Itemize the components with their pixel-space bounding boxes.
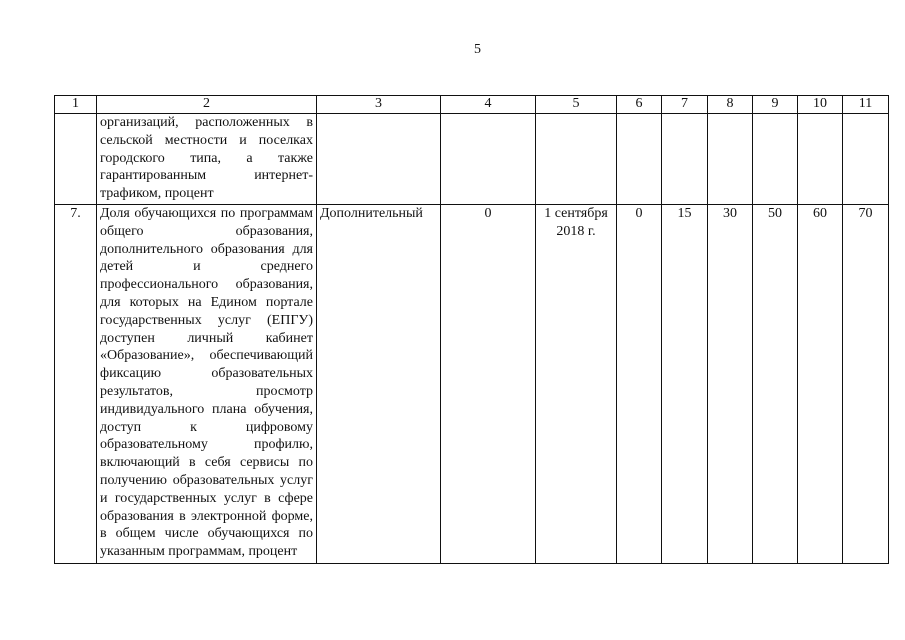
base-value: 0 <box>441 205 536 564</box>
table-row-7 <box>55 205 889 564</box>
value-cell: 50 <box>753 205 798 564</box>
row-number-cell <box>55 114 97 205</box>
value-cell: 30 <box>708 205 753 564</box>
value-cell <box>662 114 708 205</box>
value-cell: 60 <box>798 205 843 564</box>
value-cell <box>708 114 753 205</box>
column-header: 8 <box>708 96 753 114</box>
column-header: 10 <box>798 96 843 114</box>
value-cell: 0 <box>617 205 662 564</box>
column-header: 2 <box>97 96 317 114</box>
column-header: 6 <box>617 96 662 114</box>
value-cell <box>798 114 843 205</box>
value-cell <box>753 114 798 205</box>
column-header: 11 <box>843 96 889 114</box>
column-header: 4 <box>441 96 536 114</box>
value-cell <box>617 114 662 205</box>
column-header: 5 <box>536 96 617 114</box>
table-row-continuation <box>55 114 889 205</box>
indicator-description: Доля обучающихся по программам общего образования, дополнительного образования для детей и среднего профессионального образования, для которых на Едином портале государственных услуг (ЕПГУ) доступен личный кабинет «Образование», обеспечивающий фиксацию образовательных результатов, просмотр индивидуального плана обучения, доступ к цифровому образовательному профилю, включающий в себя сервисы по получению образовательных услуг и государственных услуг в сфере образования в электронной форме, в общем числе обучающихся по указанным программам, процент <box>97 205 317 564</box>
row-number: 7. <box>55 205 97 564</box>
indicator-type-cell <box>317 114 441 205</box>
indicator-description: организаций, расположенных в сельской местности и поселках городского типа, а также гарантированным интернет-трафиком, процент <box>97 114 317 205</box>
base-date-cell <box>536 114 617 205</box>
value-cell <box>843 114 889 205</box>
table-header-row <box>55 96 889 114</box>
column-header: 3 <box>317 96 441 114</box>
indicator-type: Дополнительный <box>317 205 441 564</box>
column-header: 9 <box>753 96 798 114</box>
value-cell: 70 <box>843 205 889 564</box>
base-value-cell <box>441 114 536 205</box>
column-header: 7 <box>662 96 708 114</box>
page-number: 5 <box>474 42 481 57</box>
value-cell: 15 <box>662 205 708 564</box>
column-header: 1 <box>55 96 97 114</box>
indicators-table <box>54 95 889 564</box>
base-date: 1 сентября 2018 г. <box>536 205 617 564</box>
